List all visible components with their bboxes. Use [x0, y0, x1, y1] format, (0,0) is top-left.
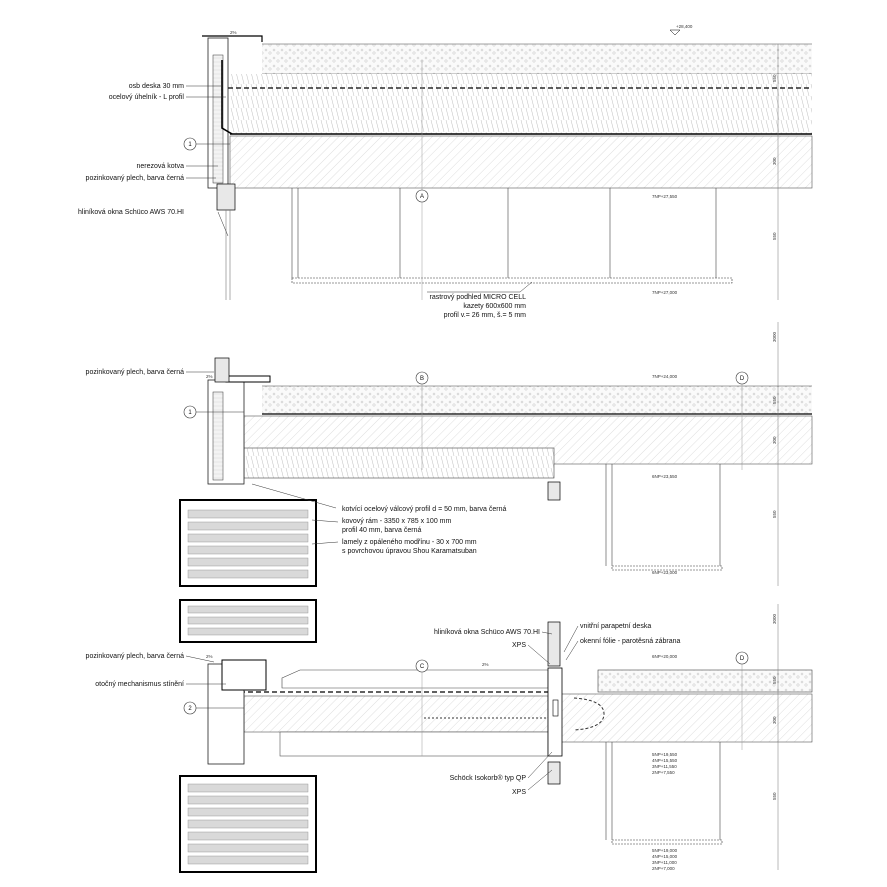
concrete-slab-1	[230, 136, 812, 188]
axis-label-a: A	[419, 194, 425, 200]
level-multi-b-0: 5NP+19,000	[652, 848, 678, 853]
level-7np-24000: 7NP+24,000	[652, 374, 678, 379]
level-6np-20000: 6NP+20,000	[652, 654, 678, 659]
slope-bottom-mid: 2%	[482, 662, 489, 667]
level-7np-27000: 7NP+27,000	[652, 290, 678, 295]
gravel-layer	[262, 44, 812, 74]
label-isokorb: Schöck Isokorb® typ QP	[449, 775, 526, 782]
dim-550-c: 550	[772, 396, 777, 404]
label-foil: okenní fólie - parotěsná zábrana	[580, 638, 681, 645]
level-multi-a-3: 2NP+7,550	[652, 770, 675, 775]
axis-label-d-1: D	[739, 376, 745, 382]
dim-3000-b: 3000	[772, 613, 777, 624]
label-window-1: hliníková okna Schüco AWS 70.HI	[78, 209, 184, 216]
slope-mid: 2%	[206, 374, 213, 379]
level-6np-23550: 6NP+23,550	[652, 474, 678, 479]
window-profile-2	[215, 358, 229, 382]
label-ceiling-2: kazety 600x600 mm	[463, 303, 526, 310]
grid-ceiling-1	[292, 278, 732, 283]
label-sheet-black-2: pozinkovaný plech, barva černá	[85, 369, 184, 376]
label-parapet: vnitřní parapetní deska	[580, 623, 652, 630]
dim-300-c: 300	[772, 716, 777, 724]
detail-marker-1: 1	[188, 142, 192, 148]
dim-300-a: 300	[772, 157, 777, 165]
label-l-profile: ocelový úhelník - L profil	[108, 94, 184, 101]
detail-marker-2: 1	[188, 410, 192, 416]
label-frame-2: profil 40 mm, barva černá	[342, 527, 422, 534]
level-multi-a-2: 3NP+11,550	[652, 764, 677, 769]
label-rotary: otočný mechanismus stínění	[95, 681, 184, 688]
level-6np-23000: 6NP+23,000	[652, 570, 678, 575]
dim-550-d: 550	[772, 510, 777, 518]
label-ceiling-3: profil v.= 26 mm, š.= 5 mm	[443, 312, 526, 319]
dim-3000-a: 3000	[772, 331, 777, 342]
section-balcony	[86, 600, 812, 872]
slope-bottom-left: 2%	[206, 654, 213, 659]
insulation-layer	[230, 74, 812, 134]
level-multi-b-2: 3NP+11,000	[652, 860, 677, 865]
label-fixing: kotvící ocelový válcový profil d = 50 mm, barva černá	[342, 506, 507, 513]
label-anchor: nerezová kotva	[136, 163, 184, 170]
section-roof-edge	[78, 24, 812, 319]
label-osb: osb deska 30 mm	[128, 83, 184, 90]
window-profile-4	[548, 622, 560, 666]
label-frame-1: kovový rám - 3350 x 785 x 100 mm	[342, 518, 452, 525]
level-multi-b-3: 2NP+7,000	[652, 866, 675, 871]
axis-label-d-2: D	[739, 656, 745, 662]
label-xps-2: XPS	[511, 789, 526, 796]
dim-550-e: 550	[772, 676, 777, 684]
window-profile-1	[217, 184, 235, 210]
dim-550-b: 550	[772, 232, 777, 240]
label-sheet-black-1: pozinkovaný plech, barva černá	[85, 175, 184, 182]
insulation-under-slab	[244, 448, 554, 478]
section-shading-frame	[86, 322, 812, 586]
window-profile-5	[548, 762, 560, 784]
label-slats-1: lamely z opáleného modřínu - 30 x 700 mm	[342, 539, 477, 546]
level-multi-b-1: 4NP+15,000	[652, 854, 678, 859]
axis-label-b: B	[419, 376, 425, 382]
dim-300-b: 300	[772, 436, 777, 444]
level-multi-a-0: 5NP+19,550	[652, 752, 678, 757]
level-multi-a-1: 4NP+15,550	[652, 758, 678, 763]
axis-label-c: C	[419, 664, 425, 670]
dim-550-a: 550	[772, 74, 777, 82]
label-sheet-black-3: pozinkovaný plech, barva černá	[85, 653, 184, 660]
label-slats-2: s povrchovou úpravou Shou Karamatsuban	[342, 548, 477, 555]
slope-top: 2%	[230, 30, 237, 35]
level-7np-27550: 7NP+27,550	[652, 194, 678, 199]
label-ceiling-1: rastrový podhled MICRO CELL	[429, 294, 526, 301]
label-window-2: hliníková okna Schüco AWS 70.HI	[434, 629, 540, 636]
window-profile-3	[548, 482, 560, 500]
label-xps-1: XPS	[511, 642, 526, 649]
balcony-slab	[244, 696, 548, 732]
level-top: +28,400	[676, 24, 693, 29]
dim-550-f: 550	[772, 792, 777, 800]
detail-marker-3: 2	[188, 706, 192, 712]
